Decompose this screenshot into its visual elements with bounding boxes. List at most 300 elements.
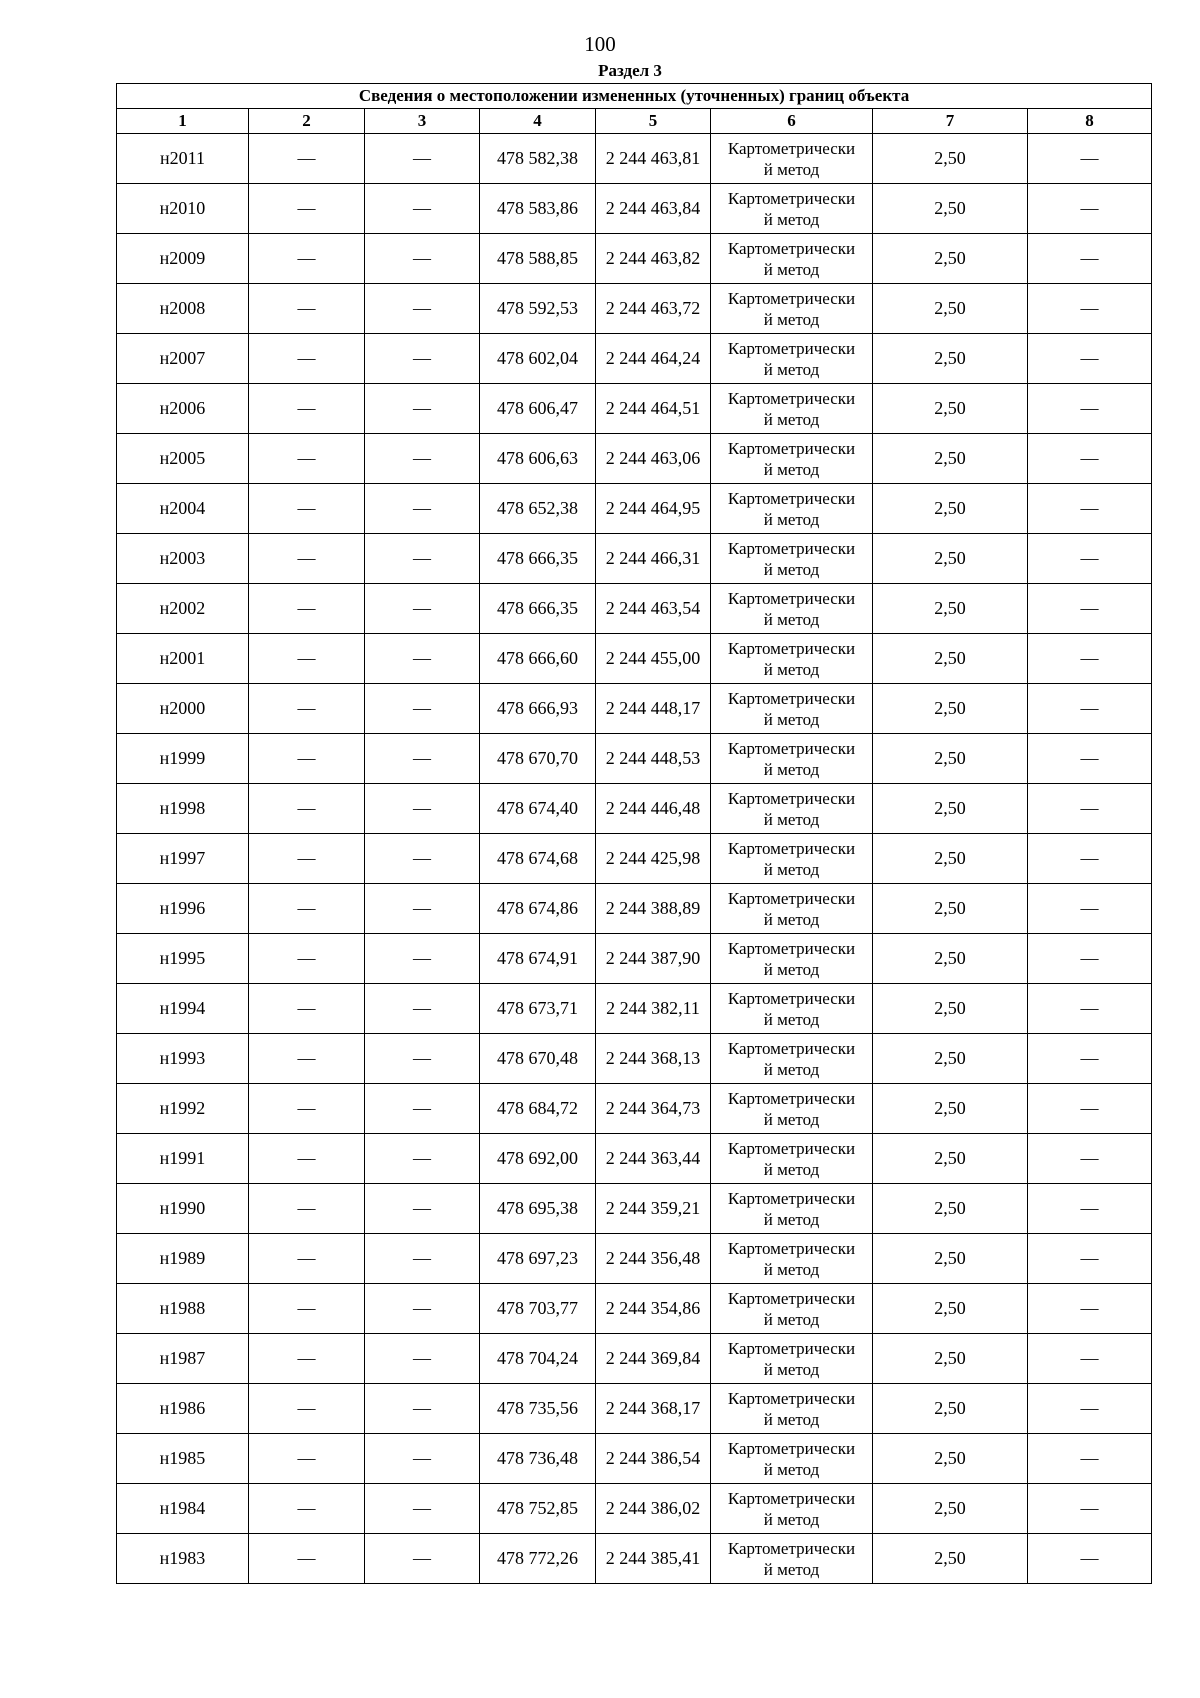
empty-cell: — bbox=[365, 1534, 480, 1584]
table-row bbox=[117, 434, 1152, 484]
empty-cell: — bbox=[1028, 784, 1152, 834]
point-name-cell: н2005 bbox=[117, 434, 249, 484]
table-row bbox=[117, 634, 1152, 684]
accuracy-cell: 2,50 bbox=[873, 584, 1028, 634]
x-coordinate-cell: 478 588,85 bbox=[480, 234, 596, 284]
column-header: 7 bbox=[873, 109, 1028, 134]
method-text-line1: Картометрически bbox=[727, 388, 856, 408]
empty-cell: — bbox=[365, 184, 480, 234]
method-text-line2: й метод bbox=[763, 559, 820, 579]
point-name-cell: н1990 bbox=[117, 1184, 249, 1234]
method-text-line2: й метод bbox=[763, 459, 820, 479]
empty-cell: — bbox=[365, 334, 480, 384]
method-cell bbox=[711, 134, 873, 184]
method-cell bbox=[711, 484, 873, 534]
point-name-cell: н1983 bbox=[117, 1534, 249, 1584]
method-text-line2: й метод bbox=[763, 959, 820, 979]
empty-cell: — bbox=[365, 484, 480, 534]
method-text-line2: й метод bbox=[763, 209, 820, 229]
point-name-cell: н1998 bbox=[117, 784, 249, 834]
x-coordinate-cell: 478 666,35 bbox=[480, 534, 596, 584]
accuracy-cell: 2,50 bbox=[873, 384, 1028, 434]
method-cell bbox=[711, 984, 873, 1034]
empty-cell: — bbox=[1028, 284, 1152, 334]
y-coordinate-cell: 2 244 463,81 bbox=[596, 134, 711, 184]
point-name-cell: н1989 bbox=[117, 1234, 249, 1284]
accuracy-cell: 2,50 bbox=[873, 984, 1028, 1034]
empty-cell: — bbox=[1028, 334, 1152, 384]
method-cell bbox=[711, 784, 873, 834]
empty-cell: — bbox=[249, 884, 365, 934]
table-row bbox=[117, 184, 1152, 234]
point-name-cell: н2011 bbox=[117, 134, 249, 184]
point-name-cell: н2001 bbox=[117, 634, 249, 684]
method-text-line1: Картометрически bbox=[727, 1388, 856, 1408]
table-row bbox=[117, 584, 1152, 634]
x-coordinate-cell: 478 606,47 bbox=[480, 384, 596, 434]
method-cell bbox=[711, 584, 873, 634]
method-text-line1: Картометрически bbox=[727, 938, 856, 958]
method-text-line1: Картометрически bbox=[727, 788, 856, 808]
method-text-line1: Картометрически bbox=[727, 338, 856, 358]
method-cell bbox=[711, 1284, 873, 1334]
empty-cell: — bbox=[365, 1034, 480, 1084]
method-text-line1: Картометрически bbox=[727, 638, 856, 658]
empty-cell: — bbox=[249, 1034, 365, 1084]
accuracy-cell: 2,50 bbox=[873, 1484, 1028, 1534]
y-coordinate-cell: 2 244 363,44 bbox=[596, 1134, 711, 1184]
method-cell bbox=[711, 284, 873, 334]
empty-cell: — bbox=[249, 1234, 365, 1284]
y-coordinate-cell: 2 244 446,48 bbox=[596, 784, 711, 834]
table-row bbox=[117, 1384, 1152, 1434]
point-name-cell: н2006 bbox=[117, 384, 249, 434]
table-row bbox=[117, 684, 1152, 734]
empty-cell: — bbox=[249, 1434, 365, 1484]
x-coordinate-cell: 478 695,38 bbox=[480, 1184, 596, 1234]
empty-cell: — bbox=[365, 1134, 480, 1184]
empty-cell: — bbox=[1028, 134, 1152, 184]
method-cell bbox=[711, 1534, 873, 1584]
method-text-line1: Картометрически bbox=[727, 1438, 856, 1458]
empty-cell: — bbox=[1028, 584, 1152, 634]
method-text-line1: Картометрически bbox=[727, 188, 856, 208]
method-text-line1: Картометрически bbox=[727, 488, 856, 508]
y-coordinate-cell: 2 244 386,02 bbox=[596, 1484, 711, 1534]
empty-cell: — bbox=[1028, 984, 1152, 1034]
point-name-cell: н2010 bbox=[117, 184, 249, 234]
x-coordinate-cell: 478 703,77 bbox=[480, 1284, 596, 1334]
y-coordinate-cell: 2 244 448,53 bbox=[596, 734, 711, 784]
y-coordinate-cell: 2 244 448,17 bbox=[596, 684, 711, 734]
table-row bbox=[117, 134, 1152, 184]
empty-cell: — bbox=[249, 534, 365, 584]
method-text-line1: Картометрически bbox=[727, 688, 856, 708]
x-coordinate-cell: 478 692,00 bbox=[480, 1134, 596, 1184]
method-cell bbox=[711, 434, 873, 484]
method-text-line1: Картометрически bbox=[727, 138, 856, 158]
accuracy-cell: 2,50 bbox=[873, 1084, 1028, 1134]
method-text-line1: Картометрически bbox=[727, 1138, 856, 1158]
table-row bbox=[117, 534, 1152, 584]
empty-cell: — bbox=[249, 284, 365, 334]
empty-cell: — bbox=[365, 734, 480, 784]
method-text-line2: й метод bbox=[763, 609, 820, 629]
table-row bbox=[117, 1034, 1152, 1084]
empty-cell: — bbox=[1028, 1384, 1152, 1434]
empty-cell: — bbox=[1028, 1134, 1152, 1184]
point-name-cell: н1996 bbox=[117, 884, 249, 934]
method-text-line2: й метод bbox=[763, 659, 820, 679]
table-row bbox=[117, 884, 1152, 934]
method-cell bbox=[711, 184, 873, 234]
empty-cell: — bbox=[365, 1484, 480, 1534]
empty-cell: — bbox=[1028, 684, 1152, 734]
empty-cell: — bbox=[1028, 184, 1152, 234]
method-text-line2: й метод bbox=[763, 1059, 820, 1079]
method-text-line2: й метод bbox=[763, 159, 820, 179]
method-cell bbox=[711, 634, 873, 684]
method-text-line2: й метод bbox=[763, 259, 820, 279]
empty-cell: — bbox=[1028, 1434, 1152, 1484]
x-coordinate-cell: 478 735,56 bbox=[480, 1384, 596, 1434]
empty-cell: — bbox=[365, 434, 480, 484]
empty-cell: — bbox=[249, 984, 365, 1034]
accuracy-cell: 2,50 bbox=[873, 634, 1028, 684]
empty-cell: — bbox=[365, 584, 480, 634]
y-coordinate-cell: 2 244 425,98 bbox=[596, 834, 711, 884]
point-name-cell: н1991 bbox=[117, 1134, 249, 1184]
accuracy-cell: 2,50 bbox=[873, 1284, 1028, 1334]
accuracy-cell: 2,50 bbox=[873, 1234, 1028, 1284]
method-cell bbox=[711, 734, 873, 784]
point-name-cell: н2007 bbox=[117, 334, 249, 384]
accuracy-cell: 2,50 bbox=[873, 234, 1028, 284]
table-row bbox=[117, 284, 1152, 334]
method-cell bbox=[711, 884, 873, 934]
x-coordinate-cell: 478 736,48 bbox=[480, 1434, 596, 1484]
method-cell bbox=[711, 934, 873, 984]
accuracy-cell: 2,50 bbox=[873, 734, 1028, 784]
empty-cell: — bbox=[249, 684, 365, 734]
method-text-line2: й метод bbox=[763, 859, 820, 879]
method-cell bbox=[711, 1384, 873, 1434]
point-name-cell: н2009 bbox=[117, 234, 249, 284]
table-row bbox=[117, 1134, 1152, 1184]
empty-cell: — bbox=[249, 584, 365, 634]
y-coordinate-cell: 2 244 455,00 bbox=[596, 634, 711, 684]
empty-cell: — bbox=[1028, 1084, 1152, 1134]
point-name-cell: н1992 bbox=[117, 1084, 249, 1134]
y-coordinate-cell: 2 244 388,89 bbox=[596, 884, 711, 934]
point-name-cell: н1986 bbox=[117, 1384, 249, 1434]
method-cell bbox=[711, 384, 873, 434]
empty-cell: — bbox=[249, 1134, 365, 1184]
empty-cell: — bbox=[365, 534, 480, 584]
y-coordinate-cell: 2 244 463,54 bbox=[596, 584, 711, 634]
table-row bbox=[117, 1484, 1152, 1534]
table-row bbox=[117, 834, 1152, 884]
empty-cell: — bbox=[1028, 884, 1152, 934]
y-coordinate-cell: 2 244 464,51 bbox=[596, 384, 711, 434]
table-row bbox=[117, 984, 1152, 1034]
empty-cell: — bbox=[249, 134, 365, 184]
x-coordinate-cell: 478 674,86 bbox=[480, 884, 596, 934]
table-row bbox=[117, 1184, 1152, 1234]
y-coordinate-cell: 2 244 359,21 bbox=[596, 1184, 711, 1234]
empty-cell: — bbox=[365, 784, 480, 834]
x-coordinate-cell: 478 592,53 bbox=[480, 284, 596, 334]
table-row bbox=[117, 234, 1152, 284]
x-coordinate-cell: 478 606,63 bbox=[480, 434, 596, 484]
method-text-line2: й метод bbox=[763, 1559, 820, 1579]
method-cell bbox=[711, 1034, 873, 1084]
method-cell bbox=[711, 1084, 873, 1134]
y-coordinate-cell: 2 244 364,73 bbox=[596, 1084, 711, 1134]
empty-cell: — bbox=[249, 1184, 365, 1234]
y-coordinate-cell: 2 244 368,13 bbox=[596, 1034, 711, 1084]
y-coordinate-cell: 2 244 368,17 bbox=[596, 1384, 711, 1434]
method-cell bbox=[711, 1234, 873, 1284]
y-coordinate-cell: 2 244 463,06 bbox=[596, 434, 711, 484]
empty-cell: — bbox=[249, 1534, 365, 1584]
point-name-cell: н2008 bbox=[117, 284, 249, 334]
empty-cell: — bbox=[1028, 484, 1152, 534]
method-cell bbox=[711, 334, 873, 384]
method-text-line2: й метод bbox=[763, 409, 820, 429]
accuracy-cell: 2,50 bbox=[873, 334, 1028, 384]
y-coordinate-cell: 2 244 385,41 bbox=[596, 1534, 711, 1584]
method-text-line2: й метод bbox=[763, 509, 820, 529]
y-coordinate-cell: 2 244 463,84 bbox=[596, 184, 711, 234]
point-name-cell: н2002 bbox=[117, 584, 249, 634]
method-text-line1: Картометрически bbox=[727, 1188, 856, 1208]
empty-cell: — bbox=[1028, 384, 1152, 434]
method-cell bbox=[711, 1484, 873, 1534]
point-name-cell: н1997 bbox=[117, 834, 249, 884]
method-text-line2: й метод bbox=[763, 359, 820, 379]
method-text-line2: й метод bbox=[763, 809, 820, 829]
method-cell bbox=[711, 534, 873, 584]
y-coordinate-cell: 2 244 463,72 bbox=[596, 284, 711, 334]
empty-cell: — bbox=[1028, 934, 1152, 984]
empty-cell: — bbox=[365, 384, 480, 434]
accuracy-cell: 2,50 bbox=[873, 884, 1028, 934]
point-name-cell: н2000 bbox=[117, 684, 249, 734]
point-name-cell: н1999 bbox=[117, 734, 249, 784]
accuracy-cell: 2,50 bbox=[873, 1384, 1028, 1434]
accuracy-cell: 2,50 bbox=[873, 1034, 1028, 1084]
y-coordinate-cell: 2 244 387,90 bbox=[596, 934, 711, 984]
x-coordinate-cell: 478 697,23 bbox=[480, 1234, 596, 1284]
empty-cell: — bbox=[365, 884, 480, 934]
table-row bbox=[117, 1434, 1152, 1484]
x-coordinate-cell: 478 772,26 bbox=[480, 1534, 596, 1584]
method-text-line1: Картометрически bbox=[727, 838, 856, 858]
empty-cell: — bbox=[1028, 634, 1152, 684]
table-row bbox=[117, 784, 1152, 834]
empty-cell: — bbox=[365, 634, 480, 684]
empty-cell: — bbox=[1028, 1234, 1152, 1284]
table-row bbox=[117, 484, 1152, 534]
column-header: 5 bbox=[596, 109, 711, 134]
empty-cell: — bbox=[365, 1434, 480, 1484]
empty-cell: — bbox=[365, 834, 480, 884]
y-coordinate-cell: 2 244 464,95 bbox=[596, 484, 711, 534]
table-row bbox=[117, 1084, 1152, 1134]
method-text-line2: й метод bbox=[763, 1159, 820, 1179]
empty-cell: — bbox=[249, 484, 365, 534]
method-text-line2: й метод bbox=[763, 1459, 820, 1479]
accuracy-cell: 2,50 bbox=[873, 534, 1028, 584]
empty-cell: — bbox=[249, 184, 365, 234]
point-name-cell: н1995 bbox=[117, 934, 249, 984]
empty-cell: — bbox=[365, 1334, 480, 1384]
method-cell bbox=[711, 684, 873, 734]
y-coordinate-cell: 2 244 354,86 bbox=[596, 1284, 711, 1334]
point-name-cell: н1994 bbox=[117, 984, 249, 1034]
empty-cell: — bbox=[1028, 434, 1152, 484]
method-text-line1: Картометрически bbox=[727, 288, 856, 308]
column-header: 3 bbox=[365, 109, 480, 134]
point-name-cell: н1985 bbox=[117, 1434, 249, 1484]
x-coordinate-cell: 478 666,35 bbox=[480, 584, 596, 634]
method-text-line2: й метод bbox=[763, 759, 820, 779]
point-name-cell: н1984 bbox=[117, 1484, 249, 1534]
empty-cell: — bbox=[249, 834, 365, 884]
method-text-line1: Картометрически bbox=[727, 1238, 856, 1258]
accuracy-cell: 2,50 bbox=[873, 1434, 1028, 1484]
table-row bbox=[117, 734, 1152, 784]
empty-cell: — bbox=[365, 984, 480, 1034]
method-text-line1: Картометрически bbox=[727, 588, 856, 608]
empty-cell: — bbox=[365, 1084, 480, 1134]
empty-cell: — bbox=[249, 1334, 365, 1384]
y-coordinate-cell: 2 244 382,11 bbox=[596, 984, 711, 1034]
table-row bbox=[117, 1284, 1152, 1334]
empty-cell: — bbox=[249, 384, 365, 434]
table-header-row bbox=[117, 109, 1152, 134]
x-coordinate-cell: 478 684,72 bbox=[480, 1084, 596, 1134]
x-coordinate-cell: 478 602,04 bbox=[480, 334, 596, 384]
method-text-line2: й метод bbox=[763, 1409, 820, 1429]
empty-cell: — bbox=[249, 1284, 365, 1334]
page-number: 100 bbox=[584, 32, 616, 56]
method-text-line1: Картометрически bbox=[727, 1338, 856, 1358]
accuracy-cell: 2,50 bbox=[873, 784, 1028, 834]
table-caption: Сведения о местоположении измененных (уточненных) границ объекта bbox=[117, 84, 1152, 109]
empty-cell: — bbox=[1028, 1184, 1152, 1234]
method-text-line1: Картометрически bbox=[727, 538, 856, 558]
accuracy-cell: 2,50 bbox=[873, 434, 1028, 484]
method-text-line1: Картометрически bbox=[727, 1538, 856, 1558]
empty-cell: — bbox=[365, 934, 480, 984]
empty-cell: — bbox=[1028, 1334, 1152, 1384]
method-text-line1: Картометрически bbox=[727, 738, 856, 758]
column-header: 4 bbox=[480, 109, 596, 134]
x-coordinate-cell: 478 670,70 bbox=[480, 734, 596, 784]
column-header: 1 bbox=[117, 109, 249, 134]
point-name-cell: н2004 bbox=[117, 484, 249, 534]
empty-cell: — bbox=[365, 284, 480, 334]
y-coordinate-cell: 2 244 369,84 bbox=[596, 1334, 711, 1384]
accuracy-cell: 2,50 bbox=[873, 484, 1028, 534]
accuracy-cell: 2,50 bbox=[873, 834, 1028, 884]
method-cell bbox=[711, 1184, 873, 1234]
accuracy-cell: 2,50 bbox=[873, 684, 1028, 734]
column-header: 6 bbox=[711, 109, 873, 134]
accuracy-cell: 2,50 bbox=[873, 1184, 1028, 1234]
column-header: 8 bbox=[1028, 109, 1152, 134]
x-coordinate-cell: 478 674,68 bbox=[480, 834, 596, 884]
x-coordinate-cell: 478 666,60 bbox=[480, 634, 596, 684]
coordinates-table bbox=[116, 83, 1152, 1584]
accuracy-cell: 2,50 bbox=[873, 934, 1028, 984]
table-row bbox=[117, 1334, 1152, 1384]
section-title: Раздел 3 bbox=[598, 61, 662, 80]
table-row bbox=[117, 384, 1152, 434]
y-coordinate-cell: 2 244 386,54 bbox=[596, 1434, 711, 1484]
point-name-cell: н1993 bbox=[117, 1034, 249, 1084]
method-text-line2: й метод bbox=[763, 1359, 820, 1379]
method-text-line2: й метод bbox=[763, 309, 820, 329]
empty-cell: — bbox=[249, 334, 365, 384]
y-coordinate-cell: 2 244 466,31 bbox=[596, 534, 711, 584]
empty-cell: — bbox=[1028, 1534, 1152, 1584]
table-row bbox=[117, 1534, 1152, 1584]
method-text-line2: й метод bbox=[763, 1009, 820, 1029]
method-text-line2: й метод bbox=[763, 909, 820, 929]
method-cell bbox=[711, 1134, 873, 1184]
empty-cell: — bbox=[249, 434, 365, 484]
method-cell bbox=[711, 834, 873, 884]
table-body bbox=[117, 134, 1152, 1584]
empty-cell: — bbox=[249, 234, 365, 284]
column-header: 2 bbox=[249, 109, 365, 134]
x-coordinate-cell: 478 670,48 bbox=[480, 1034, 596, 1084]
method-text-line1: Картометрически bbox=[727, 238, 856, 258]
method-text-line2: й метод bbox=[763, 1309, 820, 1329]
method-text-line2: й метод bbox=[763, 1209, 820, 1229]
point-name-cell: н2003 bbox=[117, 534, 249, 584]
empty-cell: — bbox=[1028, 834, 1152, 884]
empty-cell: — bbox=[365, 1184, 480, 1234]
empty-cell: — bbox=[1028, 1484, 1152, 1534]
empty-cell: — bbox=[1028, 1284, 1152, 1334]
empty-cell: — bbox=[365, 684, 480, 734]
accuracy-cell: 2,50 bbox=[873, 1534, 1028, 1584]
empty-cell: — bbox=[365, 234, 480, 284]
method-text-line1: Картометрически bbox=[727, 1038, 856, 1058]
empty-cell: — bbox=[249, 1384, 365, 1434]
y-coordinate-cell: 2 244 463,82 bbox=[596, 234, 711, 284]
empty-cell: — bbox=[1028, 1034, 1152, 1084]
empty-cell: — bbox=[365, 134, 480, 184]
accuracy-cell: 2,50 bbox=[873, 134, 1028, 184]
method-text-line2: й метод bbox=[763, 1109, 820, 1129]
x-coordinate-cell: 478 674,91 bbox=[480, 934, 596, 984]
method-text-line1: Картометрически bbox=[727, 888, 856, 908]
y-coordinate-cell: 2 244 464,24 bbox=[596, 334, 711, 384]
empty-cell: — bbox=[249, 784, 365, 834]
x-coordinate-cell: 478 582,38 bbox=[480, 134, 596, 184]
empty-cell: — bbox=[1028, 234, 1152, 284]
method-cell bbox=[711, 234, 873, 284]
method-cell bbox=[711, 1334, 873, 1384]
empty-cell: — bbox=[249, 934, 365, 984]
empty-cell: — bbox=[249, 634, 365, 684]
empty-cell: — bbox=[1028, 534, 1152, 584]
